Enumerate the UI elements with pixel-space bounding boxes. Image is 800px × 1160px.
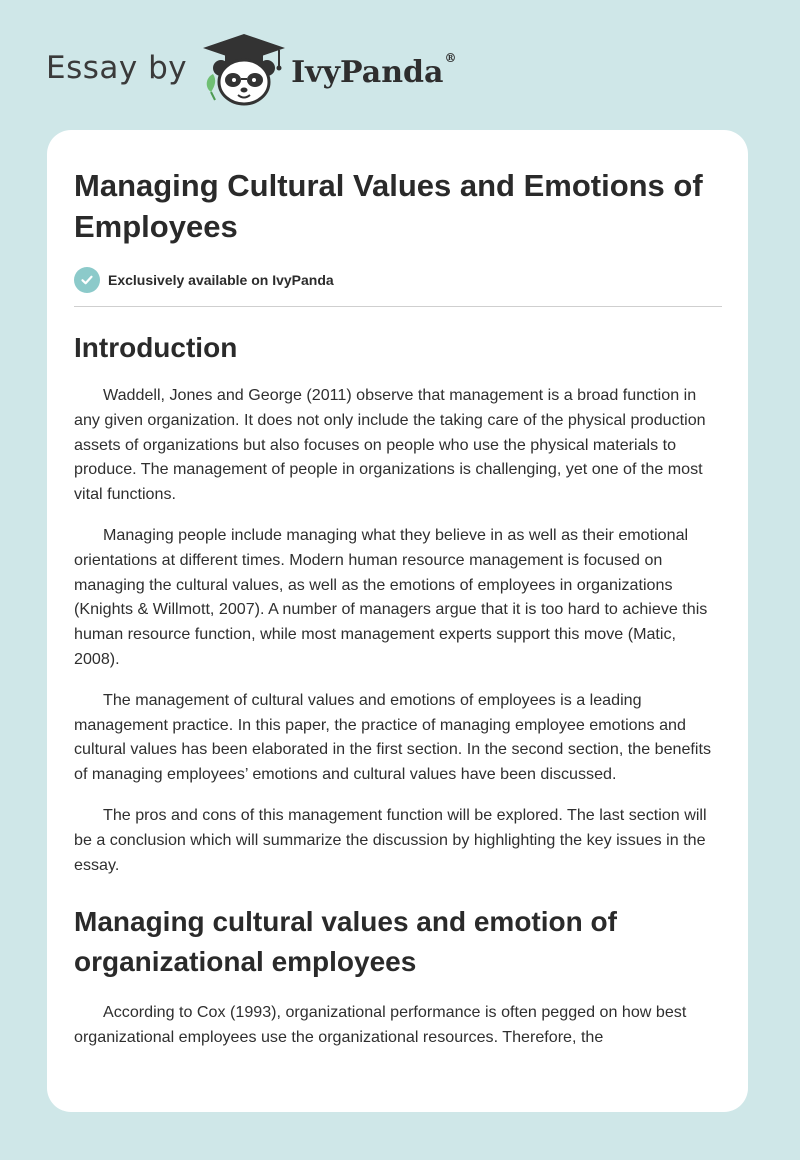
section-heading: Introduction — [74, 332, 238, 363]
paragraph: According to Cox (1993), organizational performance is often pegged on how best organizational employees use the organizational resources. Therefore, the — [74, 1003, 687, 1047]
section-heading: Managing cultural values and emotion of organizational employees — [74, 906, 617, 978]
paragraph: The pros and cons of this management function will be explored. The last section will be a conclusion which will summarize the discussion by highlighting the key issues in the essay. — [74, 805, 707, 874]
availability-badge — [74, 267, 722, 293]
paragraph: Managing people include managing what they believe in as well as their emotional orientations at different times. Modern human resource management is focused on managing the cultural values, as well as the emotions of employees in organizations (Knights & Willmott, 2007). A number of managers argue that it is too hard to achieve this human resource function, while most management experts support this move (Matic, 2008). — [74, 525, 708, 668]
checkmark-icon — [74, 267, 100, 293]
site-header — [46, 30, 456, 110]
essay-card — [47, 130, 748, 1112]
panda-logo-icon[interactable] — [201, 30, 287, 110]
brand-name[interactable]: IvyPanda® — [291, 50, 457, 90]
brand-prefix: Essay by — [46, 50, 188, 86]
section-managing-cultural-values — [74, 902, 722, 1050]
paragraph: Waddell, Jones and George (2011) observe that management is a broad function in any given organization. It does not only include the taking care of the physical production assets of organizations but also focuses on people who use the physical materials to produce. The management of people in organizations is challenging, yet one of the most vital functions. — [74, 386, 706, 504]
page-title: Managing Cultural Values and Emotions of Employees — [74, 168, 703, 244]
registered-mark: ® — [444, 50, 457, 65]
section-introduction — [74, 331, 722, 877]
paragraph: The management of cultural values and emotions of employees is a leading management practice. In this paper, the practice of managing employee emotions and cultural values has been elaborated in the first section. In the second section, the benefits of managing employees’ emotions and cultural values have been discussed. — [74, 690, 711, 784]
availability-text: Exclusively available on IvyPanda — [108, 272, 334, 288]
divider — [74, 306, 722, 307]
